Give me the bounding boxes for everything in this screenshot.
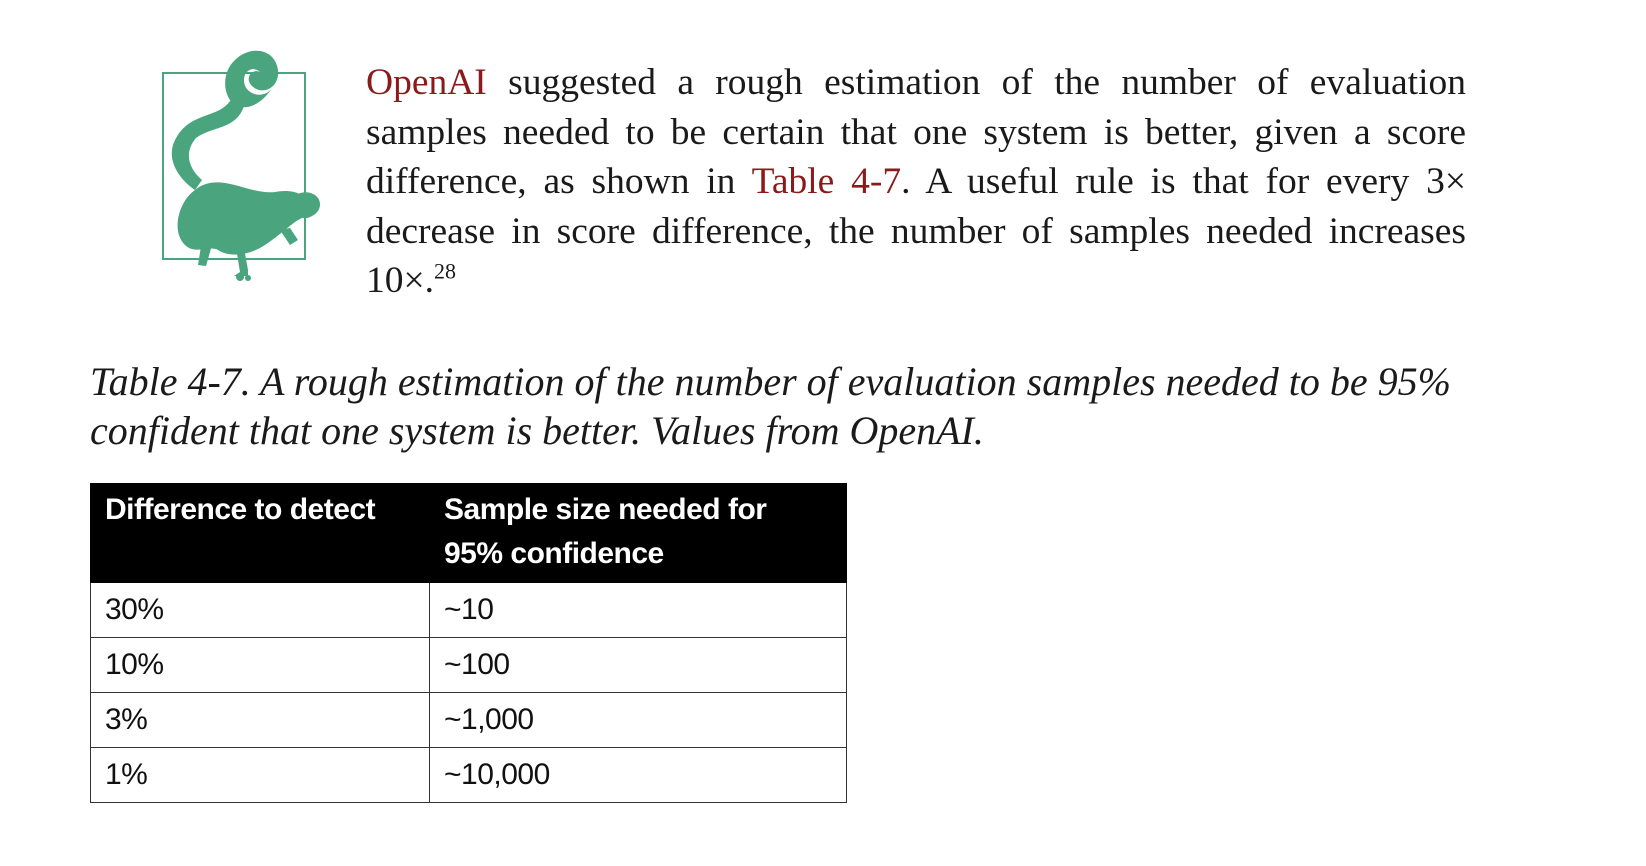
table-reference-link[interactable]: Table 4-7 <box>751 161 902 202</box>
openai-link[interactable]: OpenAI <box>366 62 487 103</box>
note-text-part-2: . A useful rule is that for every 3× decrease in score difference, the number of samples needed increases 10×. <box>366 161 1466 301</box>
difference-cell: 10% <box>91 638 430 693</box>
table-row <box>91 693 847 748</box>
sample-size-cell: ~100 <box>430 638 847 693</box>
sample-size-table <box>90 483 847 803</box>
sample-size-cell: ~1,000 <box>430 693 847 748</box>
header-difference: Difference to detect <box>91 484 430 583</box>
difference-cell: 3% <box>91 693 430 748</box>
difference-cell: 1% <box>91 748 430 803</box>
difference-cell: 30% <box>91 583 430 638</box>
header-sample-size: Sample size needed for 95% confidence <box>430 484 847 583</box>
note-paragraph <box>366 58 1466 306</box>
table-row <box>91 583 847 638</box>
sample-size-cell: ~10 <box>430 583 847 638</box>
footnote-marker[interactable]: 28 <box>434 258 457 284</box>
table-row <box>91 748 847 803</box>
table-header-row <box>91 484 847 583</box>
sample-size-cell: ~10,000 <box>430 748 847 803</box>
note-text-part-1: suggested a rough estimation of the number of evaluation samples needed to be certain that one system is better, given a score difference, as shown in <box>366 62 1466 202</box>
table-caption: Table 4-7. A rough estimation of the number of evaluation samples needed to be 95% confident that one system is better. Values from OpenAI. <box>90 359 1451 453</box>
lemur-icon <box>140 40 340 290</box>
table-row <box>91 638 847 693</box>
